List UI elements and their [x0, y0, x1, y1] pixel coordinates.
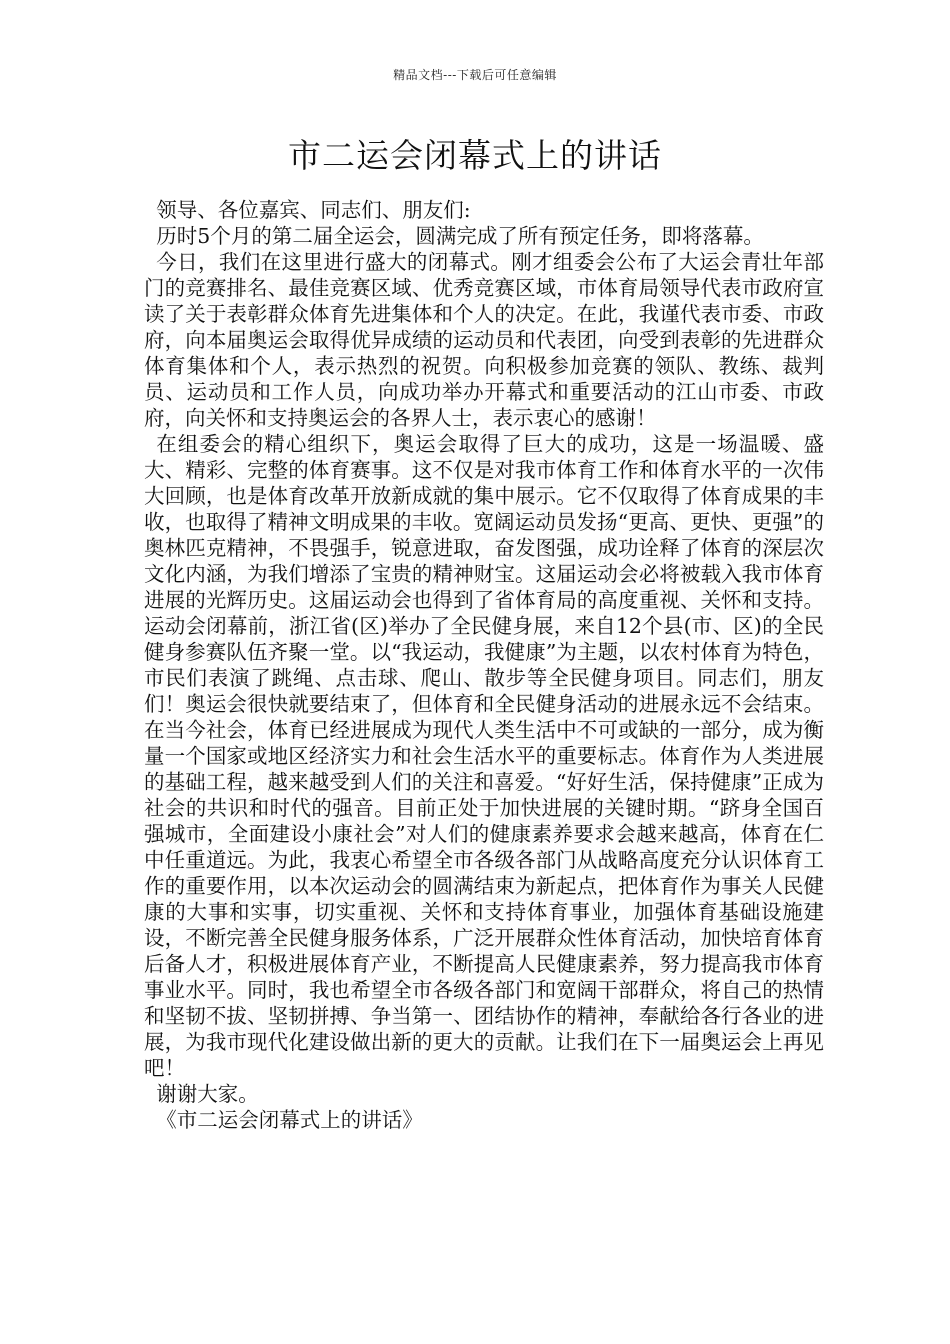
body-paragraph: 今日，我们在这里进行盛大的闭幕式。刚才组委会公布了大运会青壮年部门的竞赛排名、最佳竞赛区域、优秀竞赛区域，市体育局领导代表市政府宣读了关于表彰群众体育先进集体和个人的决定。在此，我谨代表市委、市政府，向本届奥运会取得优异成绩的运动员和代表团，向受到表彰的先进群众体育集体和个人，表示热烈的祝贺。向积极参加竞赛的领队、教练、裁判员、运动员和工作人员，向成功举办开幕式和重要活动的江山市委、市政府，向关怀和支持奥运会的各界人士，表示衷心的感谢！: [144, 250, 824, 430]
header-note: 精品文档---下载后可任意编辑: [393, 68, 557, 82]
body-paragraph: 历时5个月的第二届全运会，圆满完成了所有预定任务，即将落幕。: [156, 224, 764, 248]
document-body: [144, 197, 824, 1133]
document-title: 市二运会闭幕式上的讲话: [288, 136, 662, 175]
body-paragraph: 在组委会的精心组织下，奥运会取得了巨大的成功，这是一场温暖、盛大、精彩、完整的体育赛事。这不仅是对我市体育工作和体育水平的一次伟大回顾，也是体育改革开放新成就的集中展示。它不仅取得了体育成果的丰收，也取得了精神文明成果的丰收。宽阔运动员发扬“更高、更快、更强”的奥林匹克精神，不畏强手，锐意进取，奋发图强，成功诠释了体育的深层次文化内涵，为我们增添了宝贵的精神财宝。这届运动会必将被载入我市体育进展的光辉历史。这届运动会也得到了省体育局的高度重视、关怀和支持。运动会闭幕前，浙江省(区)举办了全民健身展，来自12个县(市、区)的全民健身参赛队伍齐聚一堂。以“我运动，我健康”为主题，以农村体育为特色，市民们表演了跳绳、点击球、爬山、散步等全民健身项目。同志们，朋友们！奥运会很快就要结束了，但体育和全民健身活动的进展永远不会结束。在当今社会，体育已经进展成为现代人类生活中不可或缺的一部分，成为衡量一个国家或地区经济实力和社会生活水平的重要标志。体育作为人类进展的基础工程，越来越受到人们的关注和喜爱。“好好生活，保持健康”正成为社会的共识和时代的强音。目前正处于加快进展的关键时期。“跻身全国百强城市，全面建设小康社会”对人们的健康素养要求会越来越高，体育在仁中任重道远。为此，我衷心希望全市各级各部门从战略高度充分认识体育工作的重要作用，以本次运动会的圆满结束为新起点，把体育作为事关人民健康的大事和实事，切实重视、关怀和支持体育事业，加强体育基础设施建设，不断完善全民健身服务体系，广泛开展群众性体育活动，加快培育体育后备人才，积极进展体育产业，不断提高人民健康素养，努力提高我市体育事业水平。同时，我也希望全市各级各部门和宽阔干部群众，将自己的热情和坚韧不拔、坚韧拼搏、争当第一、团结协作的精神，奉献给各行各业的进展，为我市现代化建设做出新的更大的贡献。让我们在下一届奥运会上再见吧！: [144, 432, 824, 1080]
ending-title: 《市二运会闭幕式上的讲话》: [156, 1108, 423, 1132]
salutation-paragraph: 领导、各位嘉宾、同志们、朋友们:: [156, 198, 471, 222]
thanks-paragraph: 谢谢大家。: [156, 1082, 259, 1106]
